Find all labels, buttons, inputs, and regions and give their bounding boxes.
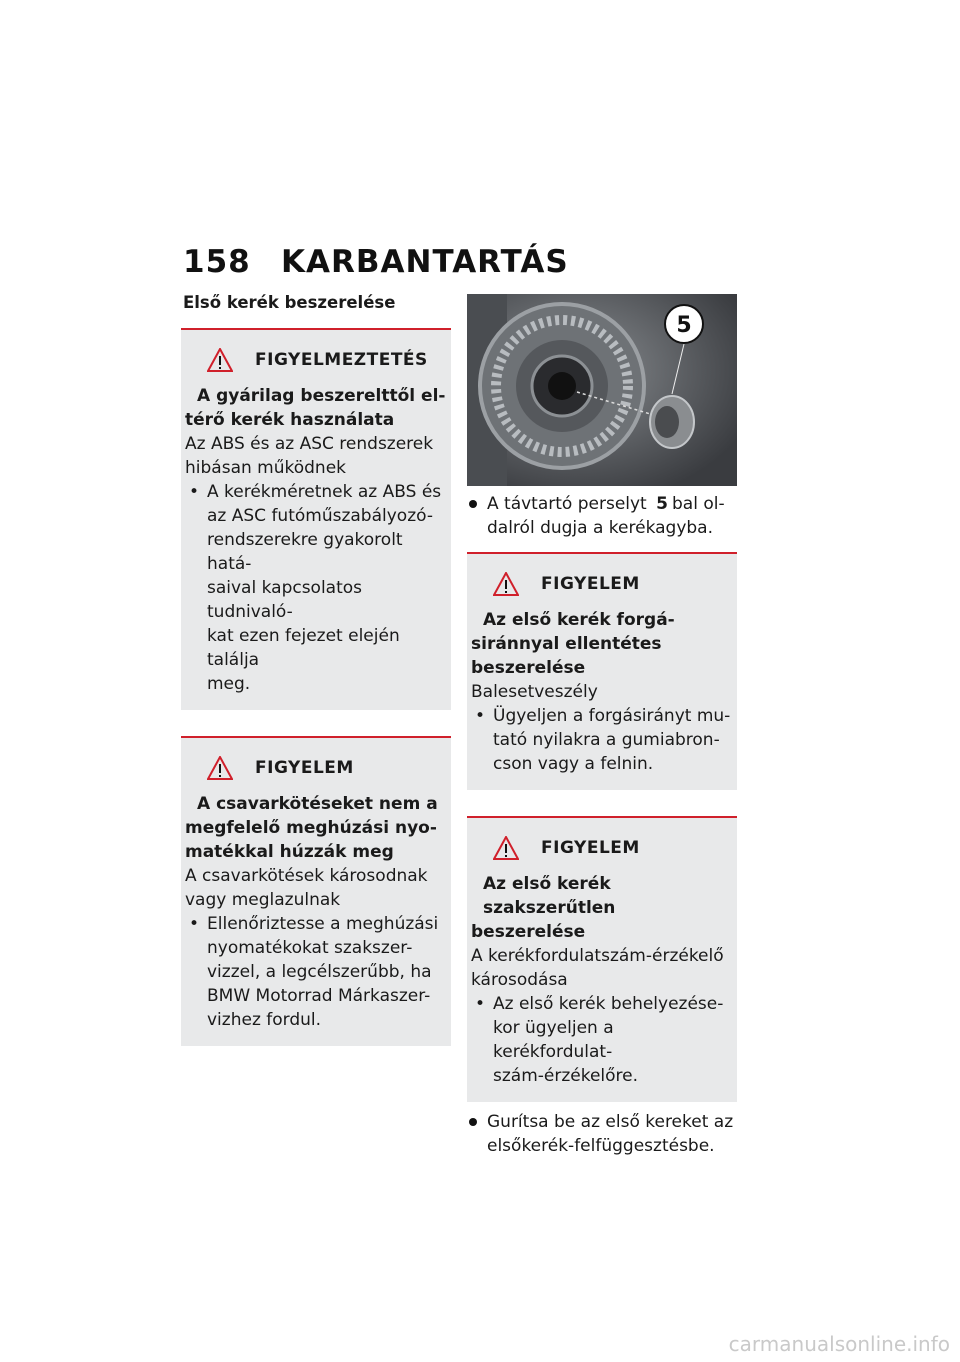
warning-title bbox=[471, 872, 733, 944]
bullet-line: vizhez fordul. bbox=[207, 1010, 322, 1030]
warning-bullets bbox=[185, 480, 447, 696]
step-line: dalról dugja a kerékagyba. bbox=[487, 518, 713, 538]
warning-title-line: megfelelő meghúzási nyo- bbox=[185, 818, 437, 838]
bullet-line: • Ügyeljen a forgásirányt mu- bbox=[493, 706, 731, 726]
warning-triangle-icon bbox=[207, 348, 233, 372]
bullet-line: saival kapcsolatos tudnivaló- bbox=[207, 578, 363, 622]
bullet-line: nyomatékokat szakszer- bbox=[207, 938, 413, 958]
warning-box-direction bbox=[467, 552, 737, 790]
warning-label: FIGYELEM bbox=[541, 838, 640, 858]
step-line: elsőkerék-felfüggesztésbe. bbox=[487, 1136, 715, 1156]
left-column bbox=[181, 292, 451, 1046]
bullet-item bbox=[471, 704, 733, 776]
step-insert-spacer bbox=[467, 492, 737, 540]
section-title: Első kerék beszerelése bbox=[183, 293, 396, 312]
bullet-line: meg. bbox=[207, 674, 251, 694]
bullet-line: vizzel, a legcélszerűbb, ha bbox=[207, 962, 432, 982]
bullet-line: • A kerékméretnek az ABS és bbox=[207, 482, 442, 502]
warning-title-line: matékkal húzzák meg bbox=[185, 842, 394, 862]
step-line bbox=[487, 492, 737, 516]
bullet-item bbox=[185, 912, 447, 1032]
warning-box-head bbox=[185, 750, 447, 786]
right-column bbox=[467, 294, 737, 1158]
bullet-line: tató nyilakra a gumiabron- bbox=[493, 730, 720, 750]
bullet-item bbox=[185, 480, 447, 696]
warning-box-torque bbox=[181, 736, 451, 1046]
warning-title bbox=[471, 608, 733, 680]
warning-text-line: A csavarkötések károsodnak bbox=[185, 866, 428, 886]
warning-text-line: hibásan működnek bbox=[185, 458, 347, 478]
step-text: bal ol- bbox=[671, 494, 725, 514]
bullet-line: szám-érzékelőre. bbox=[493, 1066, 639, 1086]
warning-title-line: beszerelése bbox=[471, 658, 586, 678]
warning-label: FIGYELEM bbox=[541, 574, 640, 594]
photo-callout-number: 5 bbox=[676, 313, 692, 338]
warning-title-line: A csavarkötéseket nem a bbox=[197, 794, 438, 814]
warning-text-line: vagy meglazulnak bbox=[185, 890, 341, 910]
bullet-line: • Ellenőriztesse a meghúzási bbox=[207, 914, 439, 934]
warning-text-line: Balesetveszély bbox=[471, 682, 598, 702]
step-line: Gurítsa be az első kereket az bbox=[487, 1112, 734, 1132]
step-ref-number: 5 bbox=[656, 494, 668, 514]
step-text: A távtartó perselyt bbox=[487, 494, 647, 514]
warning-title-line: Az első kerék forgá- bbox=[483, 610, 675, 630]
warning-title-line: beszerelése bbox=[471, 922, 586, 942]
watermark: carmanualsonline.info bbox=[728, 1332, 950, 1356]
warning-triangle-icon bbox=[493, 836, 519, 860]
warning-bullets bbox=[185, 912, 447, 1032]
bullet-line: BMW Motorrad Márkaszer- bbox=[207, 986, 431, 1006]
page-header bbox=[183, 244, 569, 280]
warning-title-line: siránnyal ellentétes bbox=[471, 634, 662, 654]
warning-title bbox=[185, 792, 447, 864]
warning-box-head bbox=[471, 566, 733, 602]
warning-title bbox=[185, 384, 447, 432]
step-roll-in-wheel bbox=[467, 1110, 737, 1158]
warning-text-line: károsodása bbox=[471, 970, 568, 990]
warning-box-abs bbox=[181, 328, 451, 710]
warning-label: FIGYELEM bbox=[255, 758, 354, 778]
warning-bullets bbox=[471, 704, 733, 776]
warning-text-line: A kerékfordulatszám-érzékelő bbox=[471, 946, 724, 966]
warning-box-head bbox=[471, 830, 733, 866]
bullet-line: • Az első kerék behelyezése- bbox=[493, 994, 724, 1014]
warning-box-sensor bbox=[467, 816, 737, 1102]
warning-title-line: A gyárilag beszerelttől el- bbox=[197, 386, 446, 406]
warning-box-head bbox=[185, 342, 447, 378]
wheel-hub-photo bbox=[467, 294, 737, 486]
bullet-item bbox=[471, 992, 733, 1088]
chapter-title: KARBANTARTÁS bbox=[281, 244, 569, 280]
page-number: 158 bbox=[183, 244, 251, 280]
warning-label: FIGYELMEZTETÉS bbox=[255, 350, 428, 370]
bullet-line: kat ezen fejezet elején találja bbox=[207, 626, 400, 670]
warning-text-line: Az ABS és az ASC rendszerek bbox=[185, 434, 434, 454]
wheel-hub-illustration bbox=[467, 294, 737, 486]
bullet-line: az ASC futóműszabályozó- bbox=[207, 506, 433, 526]
warning-triangle-icon bbox=[493, 572, 519, 596]
warning-triangle-icon bbox=[207, 756, 233, 780]
warning-title-line: Az első kerék szakszerűtlen bbox=[483, 874, 616, 918]
bullet-line: kor ügyeljen a kerékfordulat- bbox=[493, 1018, 614, 1062]
warning-title-line: térő kerék használata bbox=[185, 410, 395, 430]
warning-bullets bbox=[471, 992, 733, 1088]
bullet-line: rendszerekre gyakorolt hatá- bbox=[207, 530, 403, 574]
bullet-line: cson vagy a felnin. bbox=[493, 754, 654, 774]
